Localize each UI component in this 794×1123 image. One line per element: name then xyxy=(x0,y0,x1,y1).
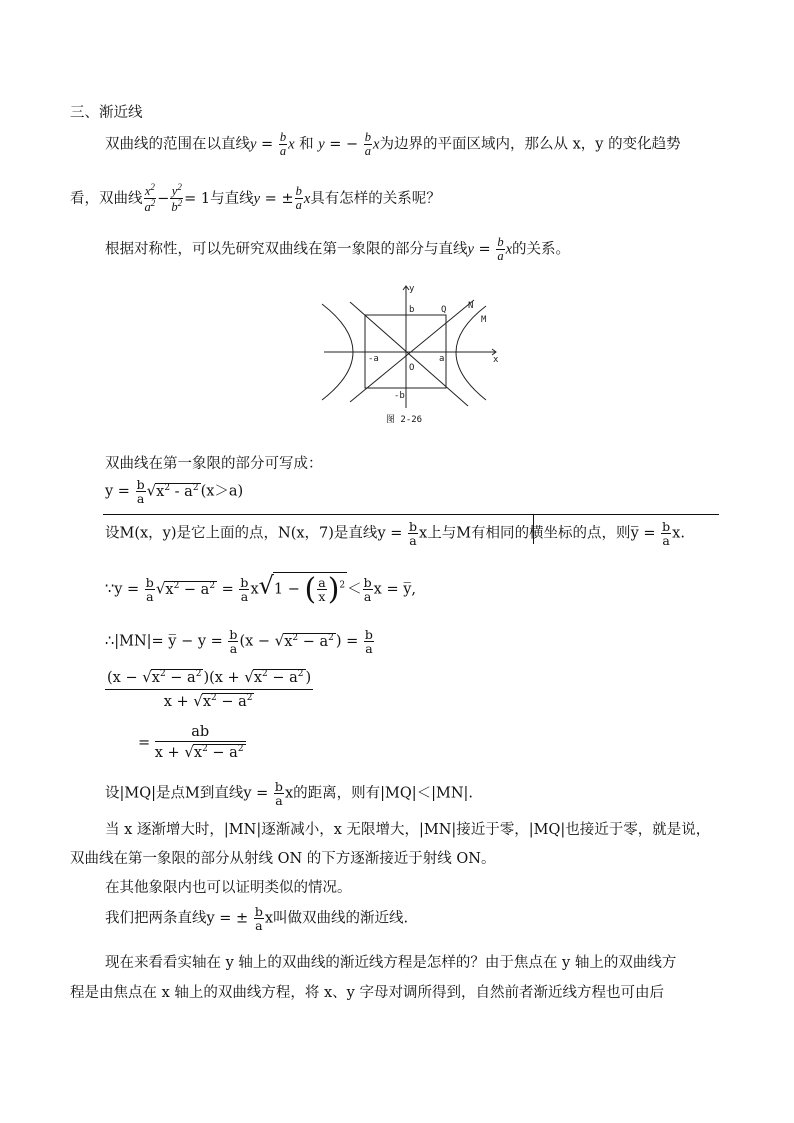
label-q: Q xyxy=(441,305,447,315)
para5-result: = $\frac{ab}{x + √x^2 - a^2}$ xyxy=(138,724,244,762)
para8-line1: 现在来看看实轴在 y 轴上的双曲线的渐近线方程是怎样的？由于焦点在 y 轴上的双曲线方 xyxy=(105,955,677,971)
section-heading: 三、渐近线 xyxy=(70,105,143,121)
label-o: O xyxy=(409,363,415,373)
figure-caption: 图 2-26 xyxy=(386,415,423,425)
para7-line4: 我们把两条直线y = ± $\frac{b}{a}$ x叫做双曲线的渐近线. xyxy=(105,904,409,934)
para3-formula: y = $\frac{b}{a}$ $√x^2 - a^2$ (x＞a) xyxy=(105,477,244,507)
label-a: a xyxy=(439,354,445,364)
label-m: M xyxy=(481,315,487,325)
label-neg-a: -a xyxy=(368,354,379,364)
label-n: N xyxy=(468,301,474,311)
para4: 设M(x，y)是它上面的点，N(x，7)是直线y = $\frac{b}{a}$ x上与M有相同的横坐标的点，则y̅ = $\frac{b}{a}$ x. xyxy=(105,519,685,549)
para7-line2: 双曲线在第一象限的部分从射线 ON 的下方逐渐接近于射线 ON。 xyxy=(70,851,496,867)
label-b: b xyxy=(409,305,415,315)
label-y: y xyxy=(409,284,415,294)
para6: 设|MQ|是点M到直线y = $\frac{b}{a}$ x的距离，则有|MQ|＜|MN|. xyxy=(105,779,474,809)
para5-line1: ∵y = $\frac{b}{a}$ $√x^2 - a^2$ = $\frac{b}{a}$ x√1 − ( $\frac{a}{x}$ )$^2$ ＜ $\frac{b}{a}$ x = y̅, xyxy=(105,571,417,607)
para5-fraction: ($x - √x^2 - a^2$ )($x + √x^2 - a^2$ ) $x + √x^2 - a^2$ xyxy=(107,667,312,710)
label-x: x xyxy=(493,355,499,365)
hyperbola-figure xyxy=(318,282,504,430)
para7-line1: 当 x 逐渐增大时，|MN|逐渐减小，x 无限增大，|MN|接近于零，|MQ|也接近于零，就是说， xyxy=(105,822,711,838)
para2: 根据对称性，可以先研究双曲线在第一象限的部分与直线y = $\frac{b}{a}$ x的关系。 xyxy=(105,235,570,264)
para5-line2: ∴|MN|= y̅ − y = $\frac{b}{a}$ ($x - √x^2 - a^2$ ) = $\frac{b}{a}$ xyxy=(105,627,373,657)
label-neg-b: -b xyxy=(394,391,405,401)
para7-line3: 在其他象限内也可以证明类似的情况。 xyxy=(105,880,352,896)
para8-line2: 程是由焦点在 x 轴上的双曲线方程，将 x、y 字母对调所得到，自然前者渐近线方程也可由后 xyxy=(70,985,664,1001)
para1-line1: 双曲线的范围在以直线y = $\frac{b}{a}$ x 和 y = − $\frac{b}{a}$ x为边界的平面区域内，那么从 x，y 的变化趋势 xyxy=(105,130,681,159)
para3-text: 双曲线在第一象限的部分可写成： xyxy=(105,456,323,472)
para1-line2: 看，双曲线 $\frac{x^2}{a^2}$ − $\frac{y^2}{b^2}$ = 1与直线y = ± $\frac{b}{a}$ x具有怎样的关系呢？ xyxy=(70,182,441,215)
separator-line xyxy=(103,514,719,515)
